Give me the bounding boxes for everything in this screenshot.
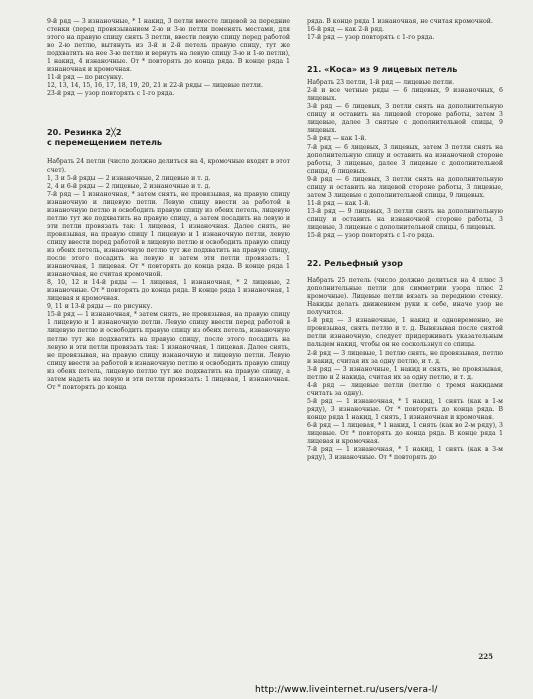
paragraph: 9-й ряд — 3 изнаночные, * 1 накид, 3 петли вместе лицевой за передние стенки (перед провязыванием 2-ю и 3-ю петли поменять местами, для этого на правую спицу снять 3 петли, ввести левую спицу перед работой во 2-ю петлю, вытянуть из 3-й и 2-й петель правую спицу, тут же подхватить на нее 3-ю петлю и вернуть на левую спицу 3-ю и 1-ю петли), 1 накид, 4 изнаночные. От * повторять до конца ряда. В конце ряда 1 изнаночная и кромочная. [47,18,290,74]
paragraph: 15-й ряд — 1 изнаночная, * затем снять, не провязывая, на правую спицу 1 лицевую и 1 изнаночную петли. Левую спицу ввести перед работой в лицевую петлю и освободить правую спицу из обеих петель, изнаночную петлю тут же подхватить на правую спицу, после этого посадить на левую и эти петли провязать так: 1 изнаночная, 1 лицевая. Далее снять, не провязывая, на правую спицу изнаночную и лицевую петли. Левую спицу ввести за работой в изнаночную петлю и освободить правую спицу из обеих петель, лицевую петлю тут же подхватить на правую спицу, а затем надеть на левую и эти петли провязать: 1 лицевая, 1 изнаночная. От * повторять до конца [47,311,290,391]
section-heading-20: 20. Резинка 2╳2 [47,127,122,138]
watermark-url: http://www.liveinternet.ru/users/vera-l/ [255,685,438,695]
paragraph: 7-й ряд — 1 изнаночная, * 1 накид, 1 снять (как в 3-м ряду), 3 изнаночные. От * повторять до [307,446,503,462]
paragraph: 8, 10, 12 и 14-й ряды — 1 лицевая, 1 изнаночная, * 2 лицевые, 2 изнаночные. От * повторять до конца ряда. В конце ряда 1 изнаночная, 1 лицевая и кромочная. [47,279,290,303]
paragraph: 3-й ряд — 3 изнаночные, 1 накид и снять, не провязывая, петлю и 2 накида, считая их за одну петлю, и т. д. [307,365,503,381]
page-number: 225 [478,652,493,661]
paragraph: 3-й ряд — 6 лицевых, 3 петли снять на дополнительную спицу и оставить на лицевой стороне работы, затем 3 лицевые, далее 3 снятые с дополнительной спицы, 9 лицевых. [307,103,503,135]
paragraph: ряда. В конце ряда 1 изнаночная, не считая кромочной. [307,18,493,25]
paragraph: 17-й ряд — узор повторять с 1-го ряда. [307,34,435,42]
paragraph: 1-й ряд — 3 изнаночные, 1 накид и одновременно, не провязывая, снять петлю и т. д. Вывязывая после снятой петли изнаночную, следует придерживать указательным пальцем накид, чтобы он не соскользнул со спицы. [307,317,503,349]
paragraph: 9-й ряд — 6 лицевых, 3 петли снять на дополнительную спицу и оставить на лицевой стороне работы, 3 лицевые, затем 3 лицевые с дополнительной спицы, 9 лицевых. [307,175,503,199]
paragraph: 1, 3 и 5-й ряды — 2 изнаночные, 2 лицевые и т. д. [47,174,211,182]
paragraph: 2, 4 и 6-й ряды — 2 лицевые, 2 изнаночные и т. д. [47,182,211,190]
paragraph: 5-й ряд — как 1-й. [307,135,367,143]
paragraph: 5-й ряд — 1 изнаночная, * 1 накид, 1 снять (как в 1-м ряду), 3 изнаночные. От * повторять до конца ряда. В конце ряда 1 накид, 1 снять, 1 изнаночная и кромочная. [307,397,503,421]
paragraph: 7-й ряд — 1 изнаночная, * затем снять, не провязывая, на правую спицу изнаночную и лицевую петли. Левую спицу ввести за работой в изнаночную петлю и освободить правую спицу из обеих петель, лицевую петлю тут же подхватить на правую спицу, а затем посадить на левую и эти петли провязать так: 1 лицевая, 1 изнаночная. Далее снять, не провязывая, на правую спицу 1 лицевую и 1 изнаночную петли, левую спицу ввести перед работой в лицевую петлю и освободить правую спицу из обеих петель, изнаночную петлю тут же подхватить на правую спицу, после этого посадить на левую и затем эти петли провязать: 1 изнаночная, 1 лицевая. От * повторять до конца ряда. В конце ряда 1 изнаночная, не считая кромочной. [47,190,290,279]
paragraph: 12, 13, 14, 15, 16, 17, 18, 19, 20, 21 и 22-й ряды — лицевые петли. [47,82,263,90]
paragraph: Набрать 23 петли, 1-й ряд — лицевые петли. [307,79,455,87]
paragraph: 13-й ряд — 9 лицевых, 3 петли снять на дополнительную спицу и оставить на изнаночной стороне работы, 3 лицевые, 3 лицевые с дополнительной спицы, 6 лицевых. [307,207,503,231]
paragraph: 4-й ряд — лицевые петли (петлю с тремя накидами считать за одну). [307,381,503,397]
paragraph: 16-й ряд — как 2-й ряд. [307,26,384,34]
section-heading-20-sub: с перемещением петель [47,137,163,148]
paragraph: 7-й ряд — 6 лицевых, 3 лицевых, затем 3 петли снять на дополнительную спицу и оставить на изнаночной стороне работы, 3 лицевые, далее 3 лицевые с дополнительной спицы, 6 лицевых. [307,143,503,175]
paragraph: 23-й ряд — узор повторять с 1-го ряда. [47,90,175,98]
paragraph: 9, 11 и 13-й ряды — по рисунку. [47,303,153,311]
paragraph: 2-й и все четные ряды — 6 лицевых, 9 изнаночных, 6 лицевых. [307,87,503,103]
paragraph: 11-й ряд — по рисунку. [47,74,124,82]
paragraph: 11-й ряд — как 1-й. [307,199,371,207]
paragraph: 2-й ряд — 3 лицевые, 1 петлю снять, не провязывая, петлю и накид, считая их за одну петлю, и т. д. [307,349,503,365]
paragraph: 6-й ряд — 1 лицевая, * 1 накид, 1 снять (как во 2-м ряду), 3 лицевые. От * повторять до конца ряда. В конце ряда 1 лицевая и кромочная. [307,421,503,446]
paragraph: Набрать 24 петли (число должно делиться на 4, кромочные входят в этот счет). [47,158,290,174]
paragraph: Набрать 25 петель (число должно делиться на 4 плюс 3 дополнительные петли для симметрии узора плюс 2 кромочные). Лицевые петли вязать за переднюю стенку. Накиды делать движением руки к себе, иначе узор не получится. [307,277,503,317]
left-column [47,18,290,392]
section-heading-22: 22. Рельефный узор [307,258,403,269]
section-heading-21: 21. «Коса» из 9 лицевых петель [307,64,458,75]
paragraph: 15-й ряд — узор повторять с 1-го ряда. [307,232,435,240]
right-column [307,18,503,462]
